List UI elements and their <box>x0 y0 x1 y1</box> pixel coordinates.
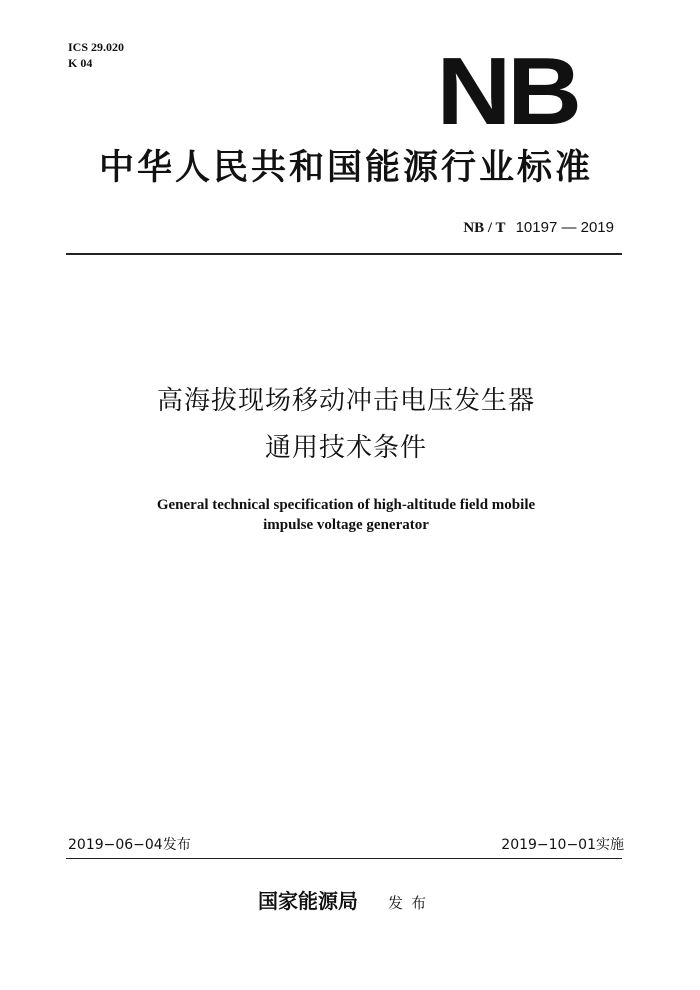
issue-date: 2019−06−04发布 <box>68 837 191 853</box>
implementation-date: 2019−10−01实施 <box>501 837 624 853</box>
publisher-verb: 发布 <box>387 894 434 912</box>
standard-prefix: NB / T <box>463 220 506 236</box>
classification-code: K 04 <box>68 56 93 70</box>
title-cn-line1: 高海拔现场移动冲击电压发生器 <box>156 386 535 416</box>
ics-code: ICS 29.020 <box>68 40 125 54</box>
industry-standard-heading: 中华人民共和国能源行业标准 <box>98 148 593 188</box>
title-cn-line2: 通用技术条件 <box>264 433 427 463</box>
title-en-line2: impulse voltage generator <box>263 517 429 533</box>
footer-divider <box>66 858 622 859</box>
header-divider <box>66 253 622 255</box>
standard-code: 10197 — 2019 <box>515 219 614 236</box>
title-en-line1: General technical specification of high-altitude field mobile <box>156 497 536 513</box>
standard-number <box>463 218 614 237</box>
publisher <box>66 888 626 916</box>
nb-logo: NB <box>436 38 578 145</box>
publisher-org: 国家能源局 <box>257 889 358 913</box>
